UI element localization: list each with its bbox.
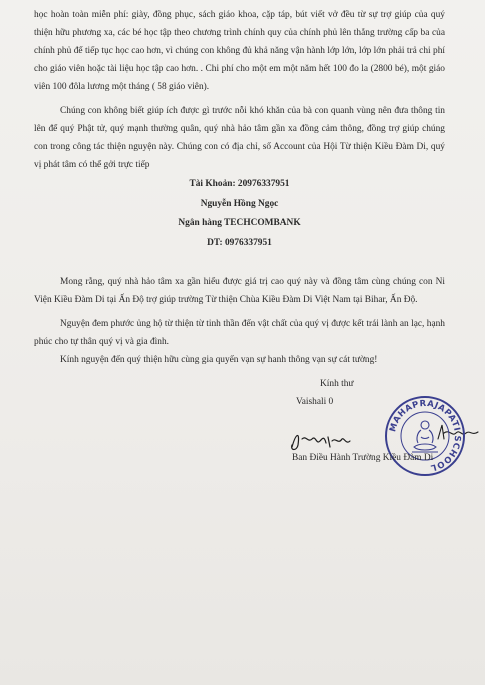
executive-board: Ban Điều Hành Trường Kiều Đàm Di [292, 453, 434, 463]
paragraph-tuition: học hoàn toàn miễn phí: giày, đồng phục, sách giáo khoa, cặp táp, bút viết vở đều từ sự trợ giúp của quý thiện hữu phương xa, các bé học tập theo chương trình chính quy của chính phủ lên thẳng trường cấp ba của chính phủ để tiếp tục học cao hơn, vì chúng con không đủ khả năng vận hành lớp lớn, lớp lớn phải trả chi phí cho giáo viên hoặc tài liệu học tập cao hơn. . Chi phí cho một em một năm hết 100 đo la (2800 bé), một giáo viên 100 đôla lương một tháng ( 58 giáo viên). [34, 10, 445, 92]
signature-area [34, 375, 463, 495]
closing-salutation: Kính thư [320, 379, 354, 389]
phone-number: DT: 0976337951 [207, 237, 272, 248]
account-holder: Nguyễn Hồng Ngọc [200, 198, 279, 209]
place-date: Vaishali 0 [296, 397, 334, 407]
bank-name: Ngân hàng TECHCOMBANK [178, 218, 301, 228]
svg-text:MAHAPRAJAPATI SCHOOL: MAHAPRAJAPATI SCHOOL [388, 398, 463, 473]
account-number: Tài Khoản: 20976337951 [189, 179, 290, 189]
paragraph-hope: Mong rằng, quý nhà hảo tâm xa gần hiểu được giá trị cao quý này và đồng tâm cùng chúng con Ni Viện Kiều Đàm Di tại Ấn Độ trợ giúp trường Từ thiện Chùa Kiều Đàm Di Việt Nam tại Bihar, Ấn Độ. [34, 277, 445, 305]
account-info [34, 175, 445, 253]
paragraph-blessing: Nguyện đem phước ủng hộ từ thiện từ tinh thần đến vật chất của quý vị được kết trái lành an lạc, hạnh phúc cho tự thân quý vị và gia đình. [34, 319, 445, 347]
paragraph-wishes: Kính nguyện đến quý thiện hữu cùng gia quyến vạn sự hanh thông vạn sự cát tường! [60, 355, 378, 365]
paragraph-appeal: Chúng con không biết giúp ích được gì trước nỗi khó khăn của bà con quanh vùng nên đưa thông tin lên để quý Phật tử, quý mạnh thường quân, quý nhà hảo tâm gần xa đồng cảm thông, đồng trợ giúp chúng con trong công tác thiện nguyện này. Chúng con có địa chỉ, số Account của Hội Từ thiện Kiều Đàm Di, quý vị phát tâm có thể gởi trực tiếp [34, 106, 445, 170]
